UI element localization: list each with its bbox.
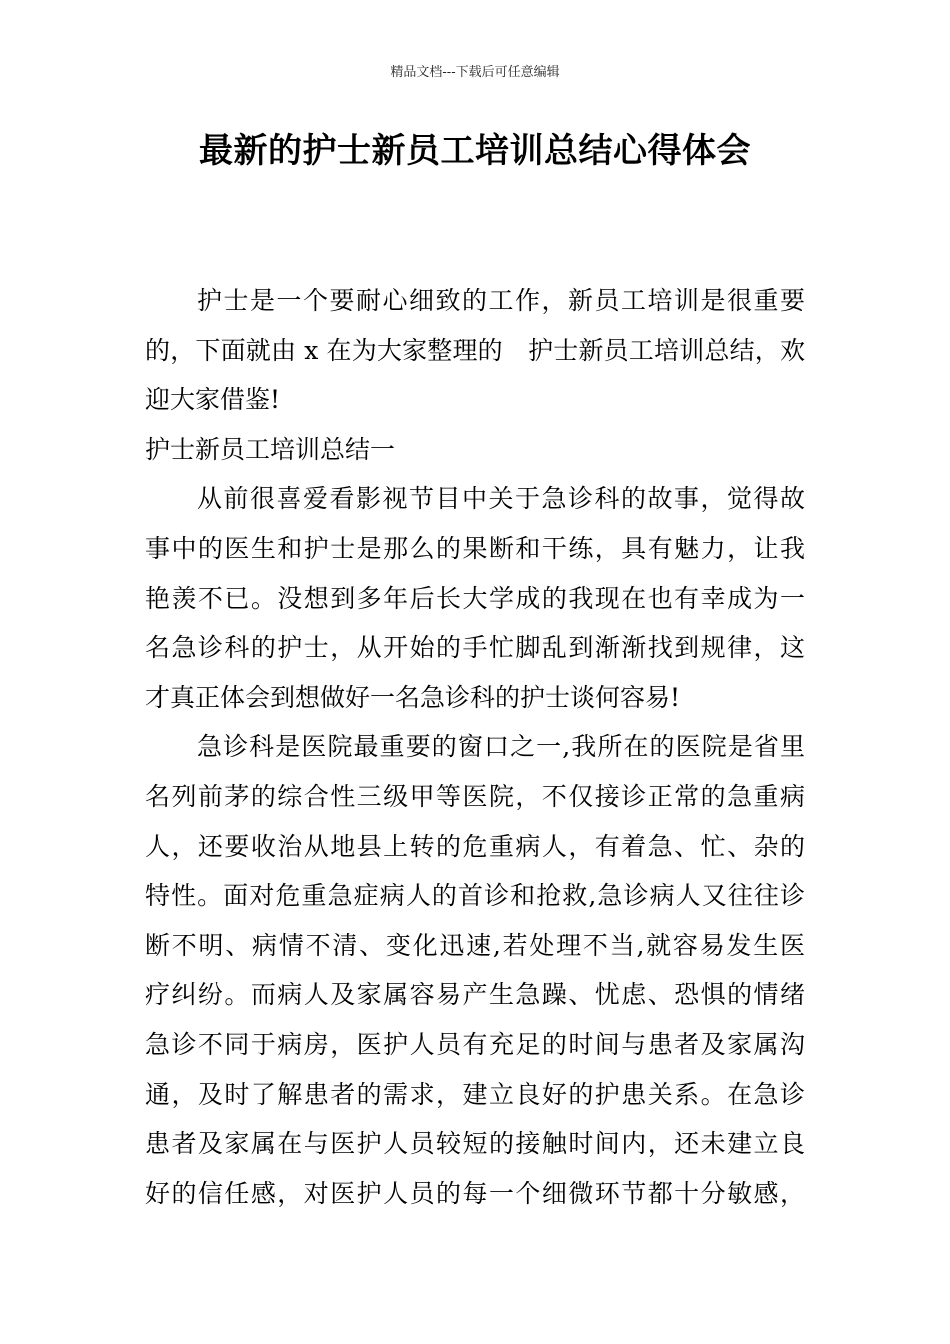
text-line: 急诊科是医院最重要的窗口之一,我所在的医院是省里 [197, 732, 805, 762]
section-heading: 护士新员工培训总结一 [145, 434, 396, 464]
page-header: 精品文档---下载后可任意编辑 [390, 65, 560, 80]
text-line: 好的信任感，对医护人员的每一个细微环节都十分敏感， [145, 1178, 805, 1208]
text-line: 急诊不同于病房，医护人员有充足的时间与患者及家属沟 [145, 1029, 805, 1059]
text-line: 事中的医生和护士是那么的果断和干练，具有魅力，让我 [145, 533, 805, 563]
text-line: 名列前茅的综合性三级甲等医院，不仅接诊正常的急重病 [145, 781, 805, 811]
text-line: 患者及家属在与医护人员较短的接触时间内，还未建立良 [145, 1129, 805, 1159]
text-line: 通，及时了解患者的需求，建立良好的护患关系。在急诊 [145, 1079, 805, 1109]
text-line: 从前很喜爱看影视节目中关于急诊科的故事，觉得故 [197, 484, 805, 514]
text-line: 名急诊科的护士，从开始的手忙脚乱到渐渐找到规律，这 [145, 633, 805, 663]
text-line: 才真正体会到想做好一名急诊科的护士谈何容易! [145, 682, 681, 712]
text-line: 人，还要收治从地县上转的危重病人，有着急、忙、杂的 [145, 831, 805, 861]
text-line: 特性。面对危重急症病人的首诊和抢救,急诊病人又往往诊 [145, 881, 805, 911]
text-line: 迎大家借鉴! [145, 385, 281, 415]
document-title: 最新的护士新员工培训总结心得体会 [199, 131, 751, 171]
text-line: 疗纠纷。而病人及家属容易产生急躁、忧虑、恐惧的情绪 [145, 980, 805, 1010]
text-line: 的，下面就由 x 在为大家整理的 护士新员工培训总结，欢 [145, 335, 805, 365]
text-line: 护士是一个要耐心细致的工作，新员工培训是很重要 [197, 286, 805, 315]
text-line: 断不明、病情不清、变化迅速,若处理不当,就容易发生医 [145, 930, 805, 960]
document-body [145, 276, 805, 1218]
text-line: 艳羡不已。没想到多年后长大学成的我现在也有幸成为一 [145, 583, 805, 613]
